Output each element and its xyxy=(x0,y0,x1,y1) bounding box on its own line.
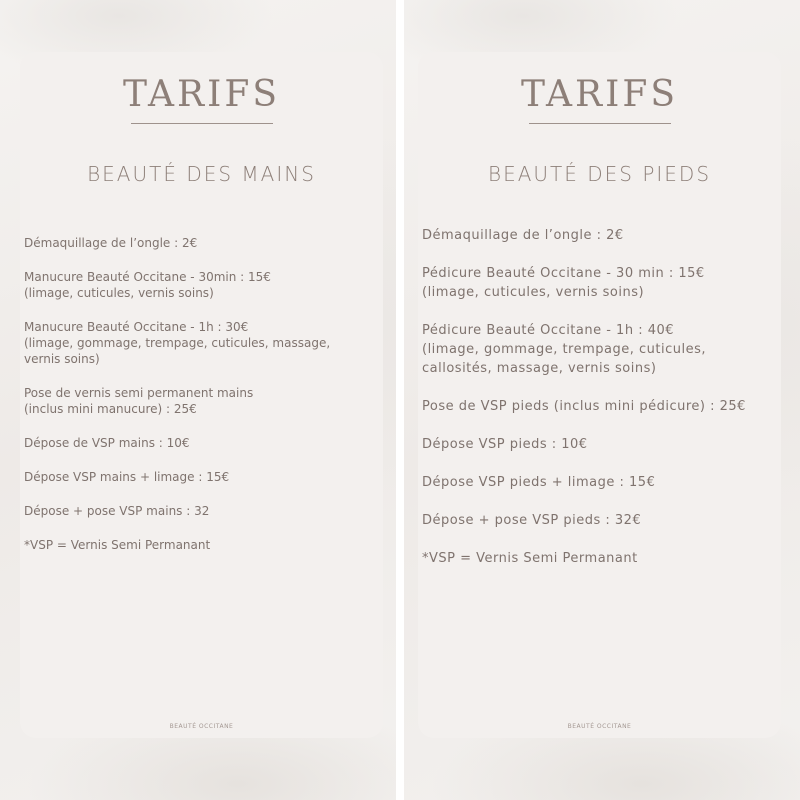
price-item-nail-makeup-removal: Démaquillage de l’ongle : 2€ xyxy=(422,228,624,243)
panel-divider xyxy=(396,0,404,800)
price-item-manicure-1h: Manucure Beauté Occitane - 1h : 30€ (limage, gommage, trempage, cuticules, massage, vernis soins) xyxy=(24,320,331,366)
title-divider xyxy=(131,123,273,124)
price-item-vsp-removal: Dépose de VSP mains : 10€ xyxy=(24,436,190,450)
price-list xyxy=(422,226,800,587)
card-title: TARIFS xyxy=(520,74,678,115)
card-title: TARIFS xyxy=(122,74,280,115)
price-footnote: *VSP = Vernis Semi Permanant xyxy=(422,551,638,566)
price-item-vsp-feet: Pose de VSP pieds (inclus mini pédicure) : 25€ xyxy=(422,399,746,414)
price-card xyxy=(20,52,383,738)
price-footnote: *VSP = Vernis Semi Permanant xyxy=(24,538,211,552)
price-item-manicure-30min: Manucure Beauté Occitane - 30min : 15€ (limage, cuticules, vernis soins) xyxy=(24,270,271,300)
price-card xyxy=(418,52,781,738)
feet-price-panel xyxy=(404,0,800,800)
price-item-vsp-removal: Dépose VSP pieds : 10€ xyxy=(422,437,588,452)
card-subtitle: BEAUTÉ DES PIEDS xyxy=(487,162,712,186)
price-item-pedicure-1h: Pédicure Beauté Occitane - 1h : 40€ (limage, gommage, trempage, cuticules, callosités, massage, vernis soins) xyxy=(422,323,707,376)
price-item-semi-permanent-polish: Pose de vernis semi permanent mains (inclus mini manucure) : 25€ xyxy=(24,386,254,416)
price-item-vsp-removal-application: Dépose + pose VSP mains : 32 xyxy=(24,504,210,518)
brand-footer: BEAUTÉ OCCITANE xyxy=(169,723,234,730)
price-list xyxy=(24,235,396,571)
price-item-vsp-removal-filing: Dépose VSP mains + limage : 15€ xyxy=(24,470,230,484)
hands-price-panel xyxy=(0,0,396,800)
price-item-pedicure-30min: Pédicure Beauté Occitane - 30 min : 15€ (limage, cuticules, vernis soins) xyxy=(422,266,705,300)
price-item-vsp-removal-application: Dépose + pose VSP pieds : 32€ xyxy=(422,513,642,528)
price-item-vsp-removal-filing: Dépose VSP pieds + limage : 15€ xyxy=(422,475,656,490)
card-subtitle: BEAUTÉ DES MAINS xyxy=(87,162,316,186)
price-item-nail-makeup-removal: Démaquillage de l’ongle : 2€ xyxy=(24,236,198,250)
brand-footer: BEAUTÉ OCCITANE xyxy=(567,723,632,730)
title-divider xyxy=(529,123,671,124)
